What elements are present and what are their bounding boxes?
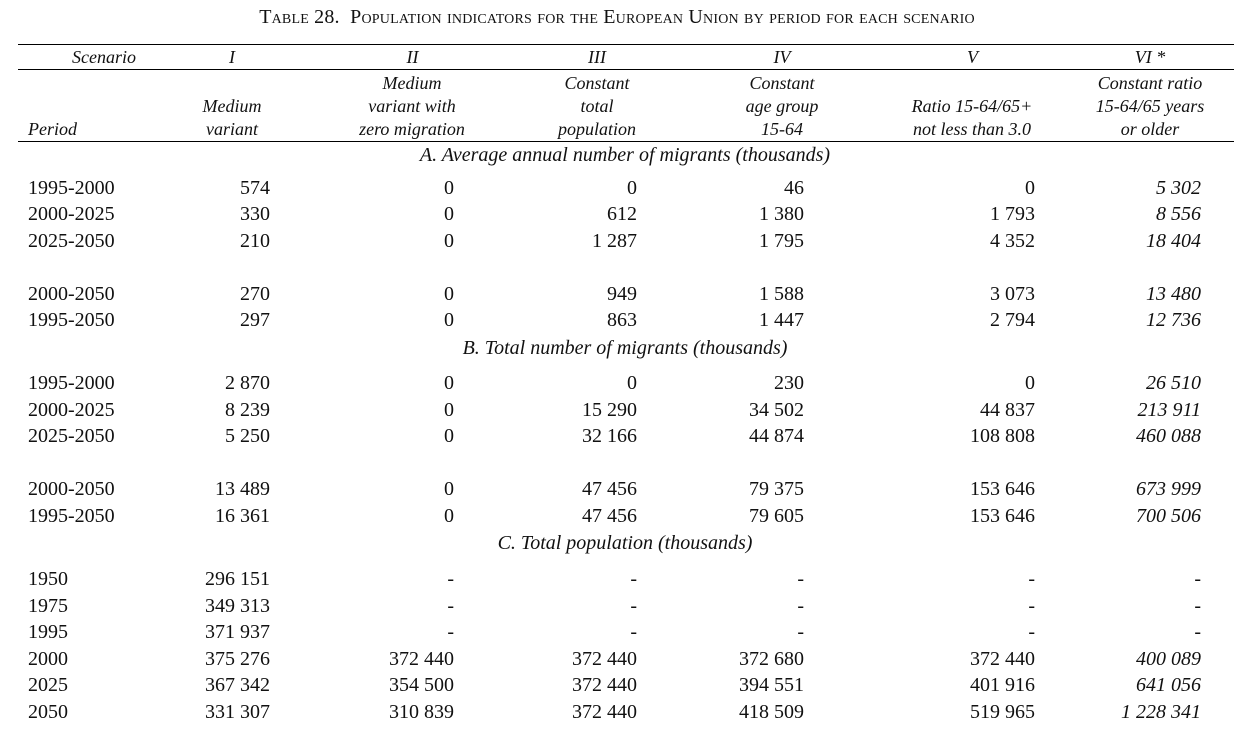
value-cell: 18 404 xyxy=(1146,230,1201,252)
value-cell: 0 xyxy=(444,505,454,527)
value-cell: 1 287 xyxy=(592,230,637,252)
value-cell: 213 911 xyxy=(1137,399,1201,421)
value-cell: 79 605 xyxy=(749,505,804,527)
table-row xyxy=(0,699,1234,725)
value-cell: - xyxy=(447,595,454,617)
period-cell: 1995-2000 xyxy=(28,177,115,199)
value-cell: 863 xyxy=(607,309,637,331)
value-cell: 372 440 xyxy=(970,648,1035,670)
period-cell: 2000 xyxy=(28,648,68,670)
table-row xyxy=(0,307,1234,333)
value-cell: 153 646 xyxy=(970,505,1035,527)
value-cell: - xyxy=(1194,621,1201,643)
value-cell: 34 502 xyxy=(749,399,804,421)
period-cell: 2000-2050 xyxy=(28,478,115,500)
value-cell: - xyxy=(797,568,804,590)
value-cell: 44 874 xyxy=(749,425,804,447)
table-title-prefix: Table 28. xyxy=(259,6,340,28)
value-cell: 673 999 xyxy=(1136,478,1201,500)
value-cell: 153 646 xyxy=(970,478,1035,500)
section-b-title: B. Total number of migrants (thousands) xyxy=(462,337,788,359)
value-cell: - xyxy=(630,595,637,617)
value-cell: 0 xyxy=(444,283,454,305)
value-cell: 949 xyxy=(607,283,637,305)
value-cell: 372 440 xyxy=(572,674,637,696)
period-cell: 2050 xyxy=(28,701,68,723)
scenario-col-4: IV xyxy=(773,47,791,67)
value-cell: 400 089 xyxy=(1136,648,1201,670)
table-row xyxy=(0,593,1234,619)
period-cell: 2025-2050 xyxy=(28,230,115,252)
value-cell: 310 839 xyxy=(389,701,454,723)
value-cell: 1 795 xyxy=(759,230,804,252)
value-cell: 230 xyxy=(774,372,804,394)
scenario-col-6: VI * xyxy=(1134,47,1166,67)
value-cell: 372 440 xyxy=(389,648,454,670)
value-cell: 372 440 xyxy=(572,648,637,670)
table-row xyxy=(0,646,1234,672)
value-cell: 0 xyxy=(444,372,454,394)
value-cell: - xyxy=(1194,568,1201,590)
value-cell: 32 166 xyxy=(582,425,637,447)
value-cell: 0 xyxy=(1025,372,1035,394)
period-cell: 1995-2050 xyxy=(28,505,115,527)
table-row xyxy=(0,175,1234,201)
value-cell: 349 313 xyxy=(205,595,270,617)
value-cell: 210 xyxy=(240,230,270,252)
value-cell: 0 xyxy=(627,177,637,199)
table-row xyxy=(0,228,1234,254)
value-cell: 641 056 xyxy=(1136,674,1201,696)
section-a-title: A. Average annual number of migrants (thousands) xyxy=(419,144,831,166)
scenario-rule xyxy=(18,69,1234,70)
period-cell: 1950 xyxy=(28,568,68,590)
value-cell: 0 xyxy=(444,230,454,252)
period-cell: 2000-2050 xyxy=(28,283,115,305)
top-rule xyxy=(18,44,1234,45)
period-cell: 1995 xyxy=(28,621,68,643)
value-cell: - xyxy=(797,621,804,643)
value-cell: 418 509 xyxy=(739,701,804,723)
value-cell: 12 736 xyxy=(1146,309,1201,331)
value-cell: 46 xyxy=(784,177,804,199)
period-cell: 1975 xyxy=(28,595,68,617)
value-cell: 26 510 xyxy=(1146,372,1201,394)
value-cell: 13 489 xyxy=(215,478,270,500)
scenario-col-1: I xyxy=(229,47,235,67)
col-2-header: Medium variant with zero migration xyxy=(359,73,465,139)
section-c-title: C. Total population (thousands) xyxy=(497,532,753,554)
value-cell: 47 456 xyxy=(582,505,637,527)
scenario-col-5: V xyxy=(967,47,978,67)
value-cell: 460 088 xyxy=(1136,425,1201,447)
table-row xyxy=(0,201,1234,227)
value-cell: - xyxy=(630,621,637,643)
col-4-header: Constant age group 15-64 xyxy=(745,73,819,139)
value-cell: - xyxy=(1028,568,1035,590)
table-row xyxy=(0,397,1234,423)
value-cell: 371 937 xyxy=(205,621,270,643)
value-cell: - xyxy=(1194,595,1201,617)
value-cell: 519 965 xyxy=(970,701,1035,723)
table-row xyxy=(0,281,1234,307)
value-cell: 367 342 xyxy=(205,674,270,696)
value-cell: 612 xyxy=(607,203,637,225)
value-cell: - xyxy=(797,595,804,617)
value-cell: 0 xyxy=(1025,177,1035,199)
value-cell: 44 837 xyxy=(980,399,1035,421)
col-1-header: Medium variant xyxy=(202,96,262,139)
value-cell: 375 276 xyxy=(205,648,270,670)
value-cell: 296 151 xyxy=(205,568,270,590)
value-cell: 16 361 xyxy=(215,505,270,527)
period-cell: 2025 xyxy=(28,674,68,696)
value-cell: 2 870 xyxy=(225,372,270,394)
value-cell: 270 xyxy=(240,283,270,305)
table-row xyxy=(0,423,1234,449)
period-cell: 2000-2025 xyxy=(28,203,115,225)
value-cell: 1 793 xyxy=(990,203,1035,225)
value-cell: 0 xyxy=(444,478,454,500)
value-cell: 401 916 xyxy=(970,674,1035,696)
value-cell: 354 500 xyxy=(389,674,454,696)
value-cell: - xyxy=(447,568,454,590)
value-cell: 0 xyxy=(444,203,454,225)
table-row xyxy=(0,476,1234,502)
value-cell: 108 808 xyxy=(970,425,1035,447)
table-row xyxy=(0,503,1234,529)
col-5-header: Ratio 15-64/65+ not less than 3.0 xyxy=(911,96,1033,139)
table-title-text: Population indicators for the European Union by period for each scenario xyxy=(350,6,975,28)
value-cell: 330 xyxy=(240,203,270,225)
value-cell: 8 556 xyxy=(1156,203,1201,225)
value-cell: 13 480 xyxy=(1146,283,1201,305)
value-cell: 0 xyxy=(627,372,637,394)
col-3-header: Constant total population xyxy=(557,73,636,139)
value-cell: 79 375 xyxy=(749,478,804,500)
col-6-header: Constant ratio 15-64/65 years or older xyxy=(1095,73,1205,139)
period-cell: 1995-2000 xyxy=(28,372,115,394)
table-row xyxy=(0,370,1234,396)
scenario-label: Scenario xyxy=(72,47,136,67)
value-cell: 372 440 xyxy=(572,701,637,723)
scenario-col-3: III xyxy=(588,47,606,67)
value-cell: 0 xyxy=(444,177,454,199)
value-cell: 1 380 xyxy=(759,203,804,225)
value-cell: 394 551 xyxy=(739,674,804,696)
value-cell: 3 073 xyxy=(990,283,1035,305)
table-title xyxy=(0,6,1234,29)
period-cell: 2025-2050 xyxy=(28,425,115,447)
value-cell: - xyxy=(447,621,454,643)
value-cell: 0 xyxy=(444,309,454,331)
value-cell: 15 290 xyxy=(582,399,637,421)
table-row xyxy=(0,619,1234,645)
value-cell: 700 506 xyxy=(1136,505,1201,527)
header-rule xyxy=(18,141,1234,142)
value-cell: 2 794 xyxy=(990,309,1035,331)
value-cell: 5 302 xyxy=(1156,177,1201,199)
value-cell: - xyxy=(630,568,637,590)
value-cell: - xyxy=(1028,595,1035,617)
value-cell: 297 xyxy=(240,309,270,331)
value-cell: 47 456 xyxy=(582,478,637,500)
period-label: Period xyxy=(28,119,77,139)
value-cell: - xyxy=(1028,621,1035,643)
scenario-col-2: II xyxy=(406,47,419,67)
table-row xyxy=(0,672,1234,698)
value-cell: 8 239 xyxy=(225,399,270,421)
value-cell: 1 588 xyxy=(759,283,804,305)
value-cell: 574 xyxy=(240,177,270,199)
period-cell: 1995-2050 xyxy=(28,309,115,331)
period-cell: 2000-2025 xyxy=(28,399,115,421)
value-cell: 0 xyxy=(444,399,454,421)
value-cell: 1 447 xyxy=(759,309,804,331)
value-cell: 0 xyxy=(444,425,454,447)
value-cell: 4 352 xyxy=(990,230,1035,252)
value-cell: 372 680 xyxy=(739,648,804,670)
value-cell: 5 250 xyxy=(225,425,270,447)
value-cell: 331 307 xyxy=(205,701,270,723)
table-row xyxy=(0,566,1234,592)
value-cell: 1 228 341 xyxy=(1121,701,1201,723)
